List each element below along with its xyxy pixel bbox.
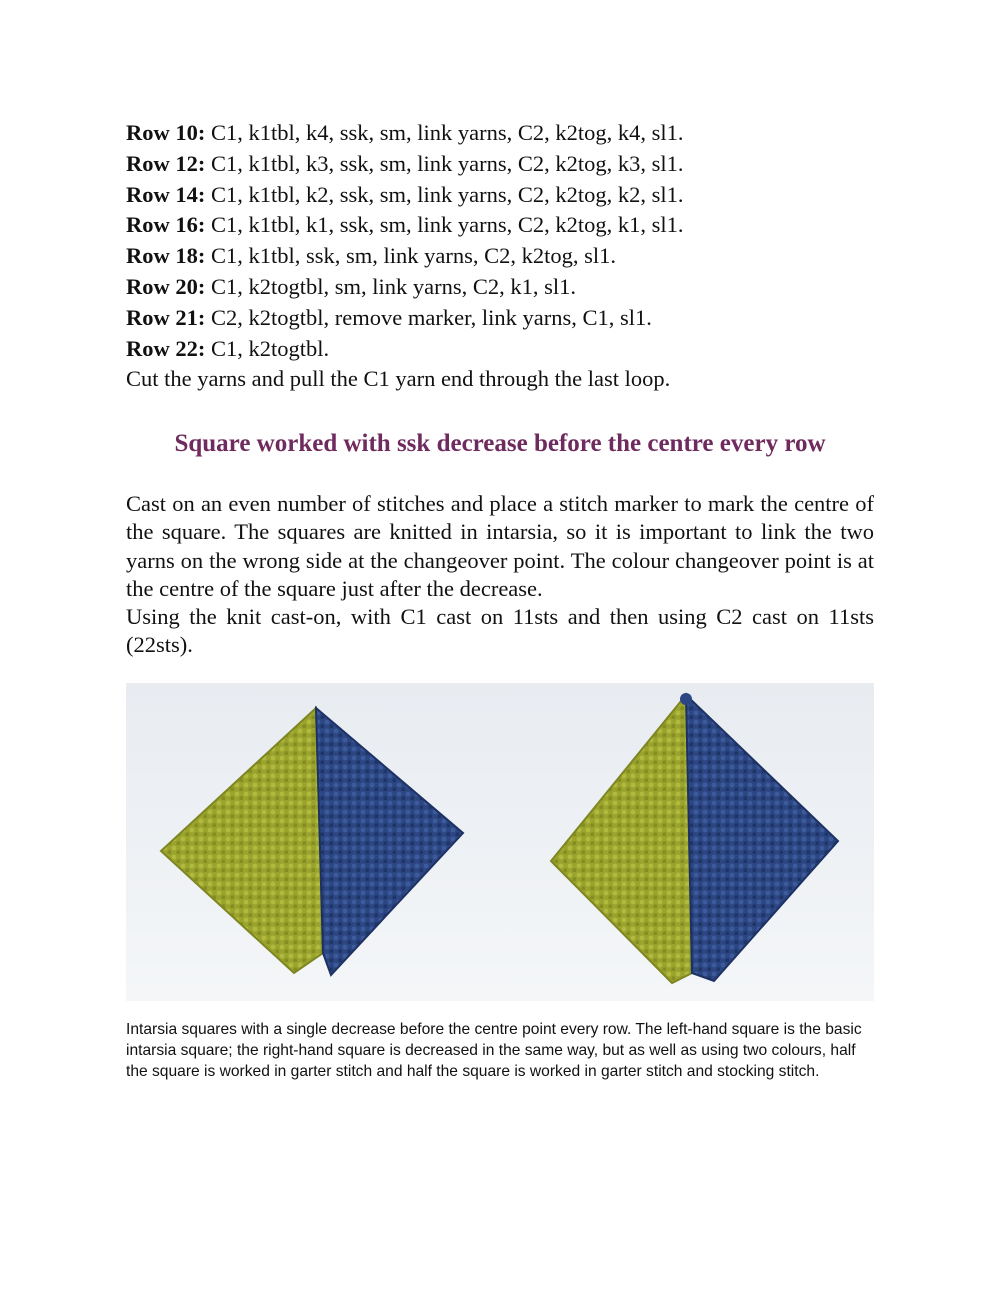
row-instructions [126,118,886,395]
row-label: Row 14: [126,181,206,207]
yarn-loop [680,693,692,705]
row-text: C1, k1tbl, k2, ssk, sm, link yarns, C2, k2tog, k2, sl1. [205,181,684,207]
section-heading: Square worked with ssk decrease before the centre every row [174,430,826,457]
instruction-row [126,241,886,272]
instruction-row [126,180,886,211]
paragraph: Using the knit cast-on, with C1 cast on 11sts and then using C2 cast on 11sts (22sts). [126,604,874,658]
instruction-row [126,210,886,241]
instruction-row [126,272,886,303]
row-text: C1, k2togtbl. [205,335,330,361]
finish-instruction: Cut the yarns and pull the C1 yarn end through the last loop. [126,366,671,392]
knitted-squares-photo [126,683,874,1001]
paragraph: Cast on an even number of stitches and place a stitch marker to mark the centre of the square. The squares are knitted in intarsia, so it is important to link the two yarns on the wrong side at the changeover point. The colour changeover point is at the centre of the square just after the decrease. [126,491,874,601]
row-text: C2, k2togtbl, remove marker, link yarns, C1, sl1. [205,304,652,330]
row-text: C1, k1tbl, k1, ssk, sm, link yarns, C2, k2tog, k1, sl1. [205,212,684,238]
knitted-squares-illustration [126,683,874,1001]
row-text: C1, k1tbl, k4, ssk, sm, link yarns, C2, k2tog, k4, sl1. [205,120,684,145]
body-text [126,490,874,660]
row-label: Row 22: [126,335,206,361]
row-text: C1, k1tbl, k3, ssk, sm, link yarns, C2, k2tog, k3, sl1. [205,150,684,176]
instruction-row [126,334,886,365]
row-label: Row 18: [126,243,206,269]
row-label: Row 21: [126,304,206,330]
row-label: Row 16: [126,212,206,238]
row-label: Row 10: [126,120,206,145]
instruction-row [126,303,886,334]
instruction-row [126,118,886,149]
row-label: Row 20: [126,273,206,299]
row-text: C1, k1tbl, ssk, sm, link yarns, C2, k2tog, sl1. [205,243,617,269]
row-label: Row 12: [126,150,206,176]
instruction-row [126,149,886,180]
row-text: C1, k2togtbl, sm, link yarns, C2, k1, sl1. [205,273,577,299]
figure-caption: Intarsia squares with a single decrease before the centre point every row. The left-hand square is the basic intarsia square; the right-hand square is decreased in the same way, but as well as using two colours, half the square is worked in garter stitch and half the square is worked in garter stitch and stocking stitch. [126,1021,862,1080]
